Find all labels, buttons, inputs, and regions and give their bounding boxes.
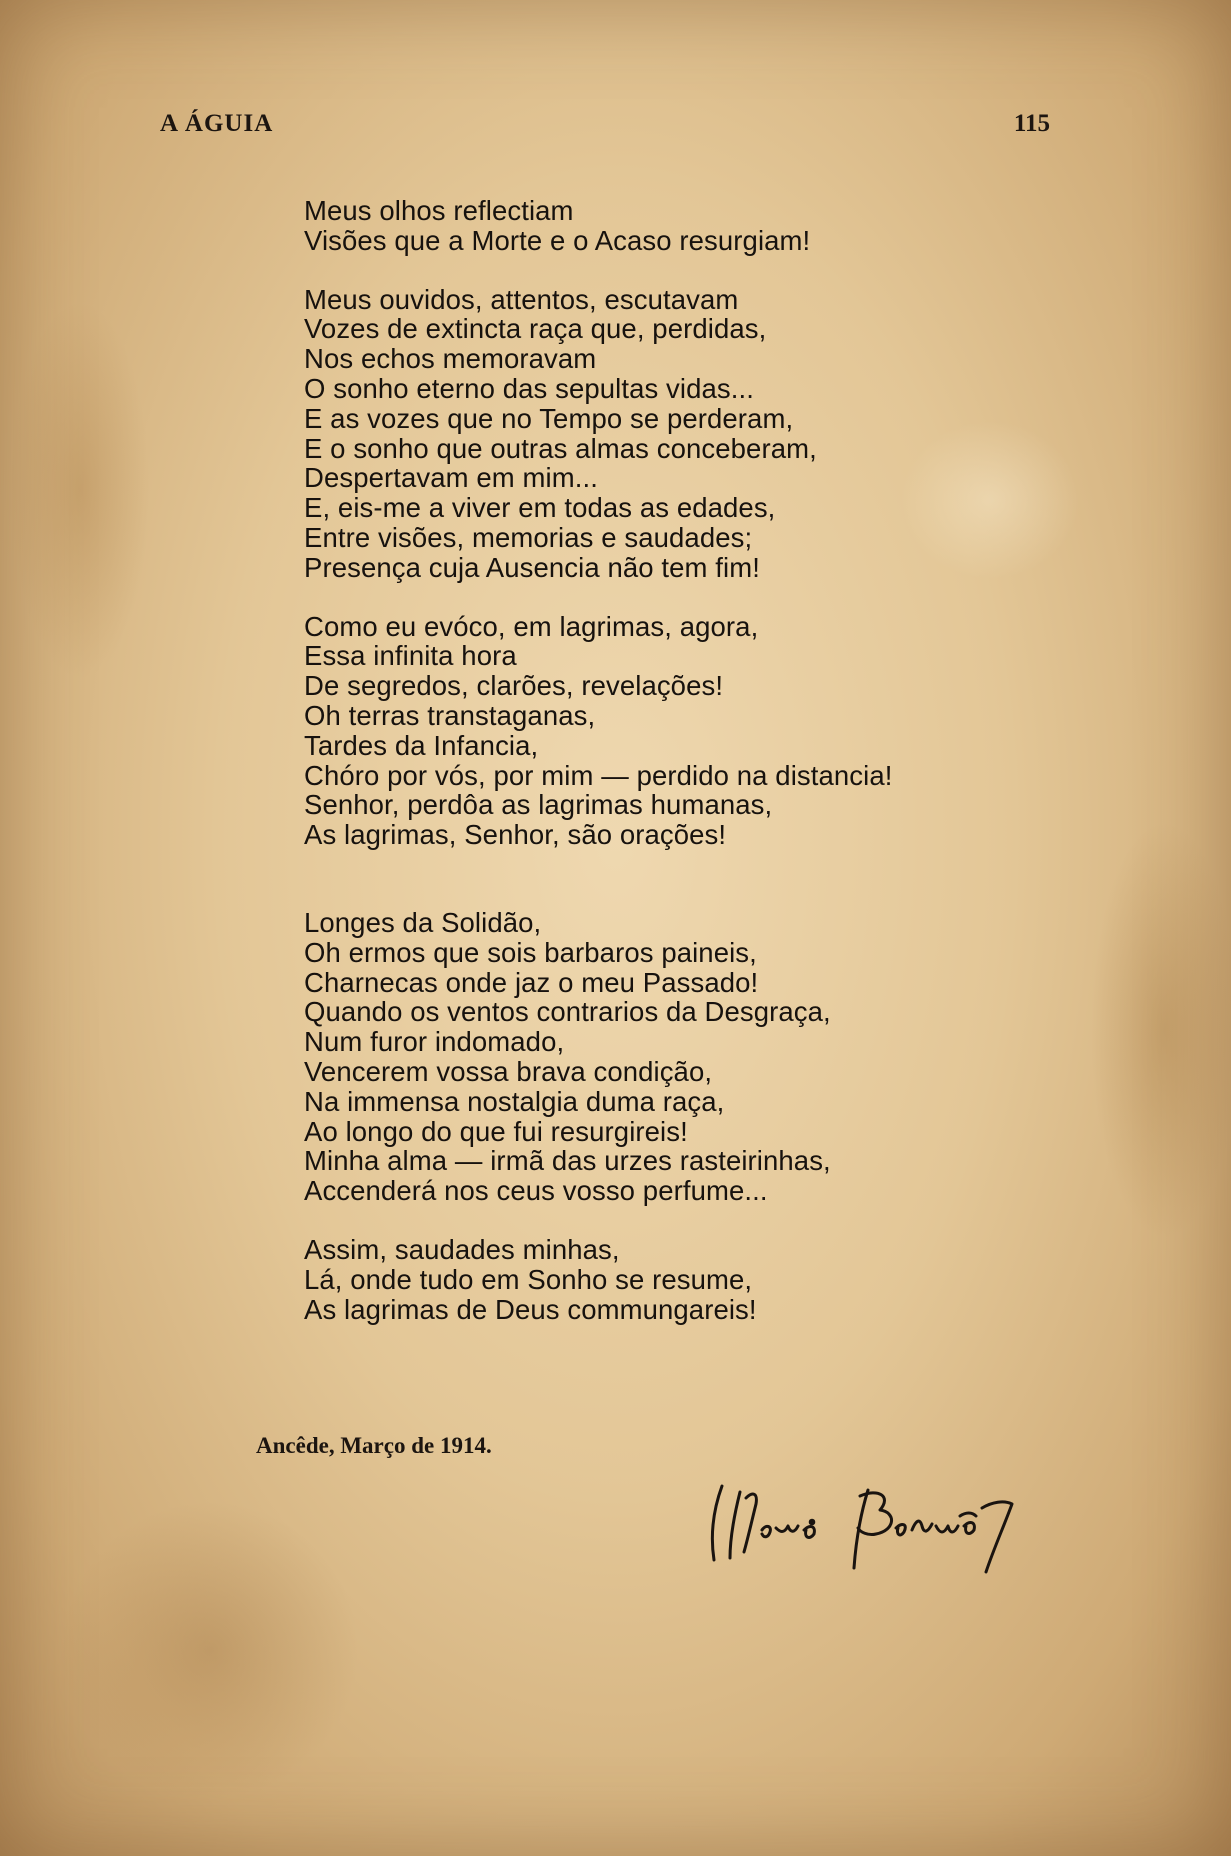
poem-line: E as vozes que no Tempo se perderam, bbox=[304, 402, 794, 434]
stanza bbox=[304, 1235, 1064, 1324]
poem-line: Senhor, perdôa as lagrimas humanas, bbox=[304, 789, 773, 821]
poem-line: Entre visões, memorias e saudades; bbox=[304, 521, 753, 553]
poem-line: Visões que a Morte e o Acaso resurgiam! bbox=[304, 224, 811, 256]
poem-line: Minha alma — irmã das urzes rasteirinhas, bbox=[304, 1145, 831, 1177]
poem-line: E o sonho que outras almas conceberam, bbox=[304, 432, 817, 464]
stanza bbox=[304, 612, 1064, 850]
paper-stain bbox=[60, 1500, 360, 1800]
poem-line: Presença cuja Ausencia não tem fim! bbox=[304, 551, 760, 583]
stanza bbox=[304, 196, 1064, 256]
poem-line: Lá, onde tudo em Sonho se resume, bbox=[304, 1263, 753, 1295]
poem-line: Chóro por vós, por mim — perdido na distancia! bbox=[304, 759, 893, 791]
poem-line: As lagrimas de Deus commungareis! bbox=[304, 1293, 757, 1325]
poem-line: Longes da Solidão, bbox=[304, 906, 542, 938]
poem-line: Nos echos memoravam bbox=[304, 343, 597, 375]
poem-line: Oh ermos que sois barbaros paineis, bbox=[304, 936, 757, 968]
poem-line: Num furor indomado, bbox=[304, 1026, 565, 1058]
stanza bbox=[304, 285, 1064, 583]
poem-line: De segredos, clarões, revelações! bbox=[304, 670, 724, 702]
poem-line: E, eis-me a viver em todas as edades, bbox=[304, 492, 776, 524]
poem-line: Na immensa nostalgia duma raça, bbox=[304, 1085, 725, 1117]
paper-stain bbox=[10, 300, 150, 680]
poem-line: Despertavam em mim... bbox=[304, 462, 598, 494]
poem-line: O sonho eterno das sepultas vidas... bbox=[304, 372, 754, 404]
poem-line: As lagrimas, Senhor, são orações! bbox=[304, 819, 727, 851]
poem-line: Como eu evóco, em lagrimas, agora, bbox=[304, 610, 759, 642]
poem-line: Accenderá nos ceus vosso perfume... bbox=[304, 1175, 768, 1207]
stanza bbox=[304, 908, 1064, 1206]
handwritten-signature bbox=[700, 1468, 1040, 1578]
poem-line: Quando os ventos contrarios da Desgraça, bbox=[304, 996, 831, 1028]
poem-line: Meus ouvidos, attentos, escutavam bbox=[304, 283, 739, 315]
poem-line: Ao longo do que fui resurgireis! bbox=[304, 1115, 688, 1147]
poem-body bbox=[304, 196, 1064, 1324]
poem-line: Vozes de extincta raça que, perdidas, bbox=[304, 313, 767, 345]
poem-line: Charnecas onde jaz o meu Passado! bbox=[304, 966, 759, 998]
poem-line: Essa infinita hora bbox=[304, 640, 517, 672]
poem-line: Tardes da Infancia, bbox=[304, 729, 539, 761]
page-number: 115 bbox=[1013, 110, 1050, 137]
poem-line: Oh terras transtaganas, bbox=[304, 699, 596, 731]
journal-title: A ÁGUIA bbox=[160, 110, 274, 137]
page-header bbox=[160, 110, 1050, 150]
poem-line: Meus olhos reflectiam bbox=[304, 195, 574, 226]
dateline: Ancêde, Março de 1914. bbox=[256, 1433, 492, 1458]
paper-stain bbox=[1090, 820, 1231, 1240]
poem-line: Vencerem vossa brava condição, bbox=[304, 1055, 713, 1087]
poem-line: Assim, saudades minhas, bbox=[304, 1233, 620, 1265]
